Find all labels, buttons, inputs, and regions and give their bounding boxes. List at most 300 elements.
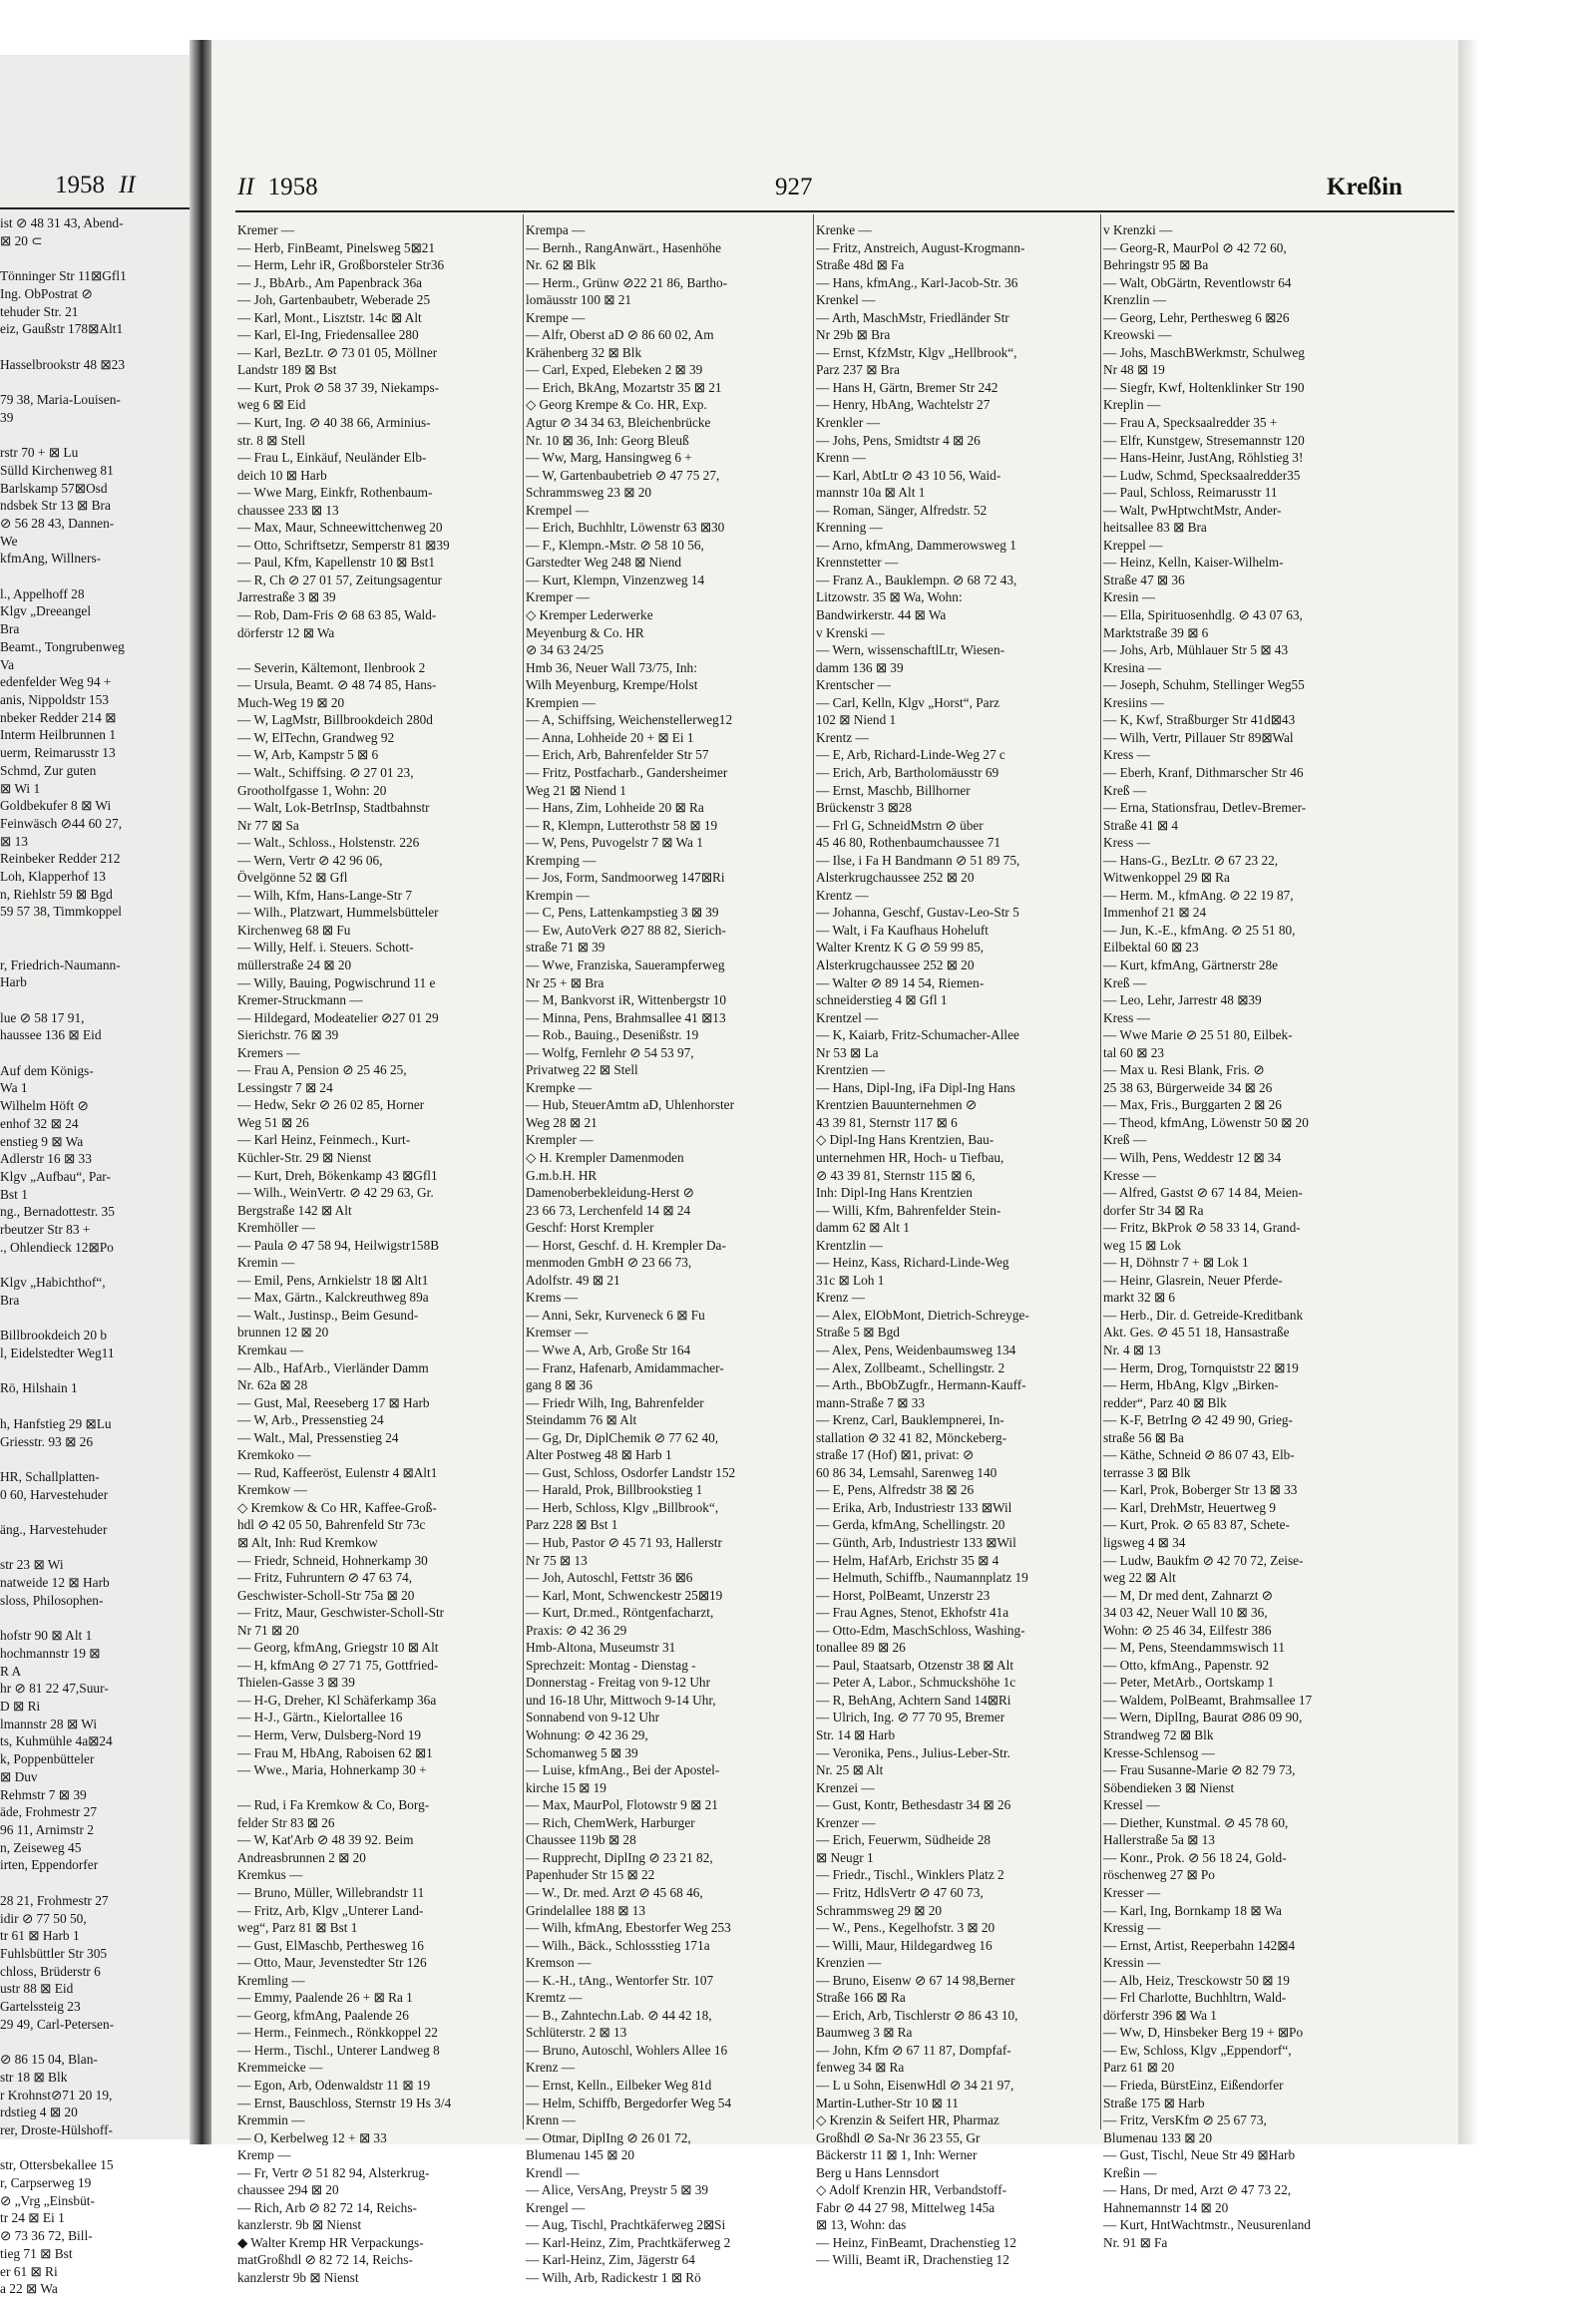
directory-entry-line: — W, Arb, Kampstr 5 ⊠ 6 (237, 747, 379, 763)
directory-entry-line: Nr. 62 ⊠ Blk (526, 257, 597, 273)
surname-heading: Kreßin — (1103, 2164, 1157, 2180)
directory-entry-line: — Wwe., Maria, Hohnerkamp 30 + (237, 1762, 427, 1778)
directory-entry-line: Lessingstr 7 ⊠ 24 (237, 1079, 333, 1095)
directory-entry-line: 60 86 34, Lemsahl, Sarenweg 140 (816, 1464, 998, 1480)
directory-entry-line: — Theod, kfmAng, Löwenstr 50 ⊠ 20 (1103, 1114, 1309, 1130)
directory-entry-line: — Georg, kfmAng, Paalende 26 (237, 2007, 409, 2023)
left-page-line: kfmAng, Willners- (0, 551, 102, 567)
directory-entry-line: Akt. Ges. ⊘ 45 51 18, Hansastraße (1103, 1325, 1290, 1340)
left-page-line: enstieg 9 ⊠ Wa (0, 1133, 84, 1149)
directory-entry-line: müllerstraße 24 ⊠ 20 (237, 957, 352, 972)
surname-heading: Krentz — (816, 887, 869, 903)
directory-entry-line: — Konr., Prok. ⊘ 56 18 24, Gold- (1103, 1849, 1287, 1865)
directory-entry-line: — Max, MaurPol, Flotowstr 9 ⊠ 21 (526, 1797, 718, 1813)
left-page-line (0, 1503, 186, 1521)
directory-entry-line: — Arth, MaschMstr, Friedländer Str (816, 309, 1009, 325)
surname-heading: Kremser — (526, 1325, 589, 1340)
directory-entry-line: — Wilh., WeinVertr. ⊘ 42 29 63, Gr. (237, 1185, 434, 1201)
directory-entry-line: und 16-18 Uhr, Mittwoch 9-14 Uhr, (526, 1692, 716, 1708)
running-head: Kreßin (1327, 174, 1402, 200)
directory-entry-line: dorfer Str 34 ⊠ Ra (1103, 1202, 1204, 1218)
surname-heading: Kreß — (1103, 1132, 1147, 1148)
directory-entry-line: Weg 21 ⊠ Niend 1 (526, 782, 626, 798)
left-page-column (0, 214, 186, 2298)
directory-column-2 (526, 221, 813, 2285)
directory-entry-line: — Willi, Maur, Hildegardweg 16 (816, 1937, 993, 1953)
directory-entry-line: — Rupprecht, DiplIng ⊘ 23 21 82, (526, 1849, 713, 1865)
directory-entry-line: — Hans H, Gärtn, Bremer Str 242 (816, 379, 998, 395)
directory-entry-line: Donnerstag - Freitag von 9-12 Uhr (526, 1675, 711, 1691)
left-page-line: Tönninger Str 11⊠Gfl1 (0, 268, 127, 284)
directory-entry-line: — K-F, BetrIng ⊘ 42 49 90, Grieg- (1103, 1412, 1293, 1428)
directory-entry-line: Krähenberg 32 ⊠ Blk (526, 344, 642, 360)
directory-entry-line: — Wilh, Pens, Weddestr 12 ⊠ 34 (1103, 1149, 1282, 1165)
surname-heading: Krenz — (816, 1290, 866, 1306)
directory-entry-line: — Paul, Staatsarb, Otzenstr 38 ⊠ Alt (816, 1657, 1014, 1673)
directory-entry-line: — Herm, Drog, Tornquiststr 22 ⊠19 (1103, 1359, 1299, 1375)
surname-heading: Krenn — (816, 450, 866, 466)
directory-entry-line: Damenoberbekleidung-Herst ⊘ (526, 1185, 694, 1201)
directory-entry-line: — Wilh., Platzwart, Hummelsbütteler (237, 905, 439, 921)
directory-entry-line: Agtur ⊘ 34 34 63, Bleichenbrücke (526, 415, 711, 431)
directory-entry-line: — Georg, Lehr, Perthesweg 6 ⊠26 (1103, 309, 1290, 325)
directory-entry-line: Nr. 62a ⊠ 28 (237, 1377, 308, 1393)
surname-heading: Krempel — (526, 502, 590, 518)
book-gutter (190, 40, 211, 2144)
directory-entry-line: — Ernst, Bauschloss, Sternstr 19 Hs 3/4 (237, 2095, 452, 2110)
directory-entry-line: — B., Zahntechn.Lab. ⊘ 44 42 18, (526, 2007, 712, 2023)
left-page-line: D ⊠ Ri (0, 1699, 41, 1715)
directory-entry-line: — Walt., Schiffsing. ⊘ 27 01 23, (237, 764, 414, 780)
directory-entry-line: — Max u. Resi Blank, Fris. ⊘ (1103, 1062, 1265, 1078)
left-page-line (0, 939, 186, 957)
directory-entry-line: Hahnemannstr 14 ⊠ 20 (1103, 2199, 1229, 2215)
left-page-line: Bra (0, 1292, 20, 1308)
left-page-line: enhof 32 ⊠ 24 (0, 1115, 79, 1131)
left-page-line: r Krohnst⊘71 20 19, (0, 2087, 113, 2103)
directory-entry-line: — Helm, Schiffb, Bergedorfer Weg 54 (526, 2095, 732, 2110)
directory-entry-line: — Frau M, HbAng, Raboisen 62 ⊠1 (237, 1744, 433, 1760)
directory-entry-line: — Luise, kfmAng., Bei der Apostel- (526, 1762, 720, 1778)
directory-entry-line: Geschf: Horst Krempler (526, 1220, 654, 1236)
directory-entry-line: — Kurt, Dreh, Bökenkamp 43 ⊠Gfl1 (237, 1167, 438, 1183)
directory-entry-line: Baumweg 3 ⊠ Ra (816, 2025, 913, 2041)
directory-entry-line: — Ursula, Beamt. ⊘ 48 74 85, Hans- (237, 677, 437, 693)
left-page-line: idir ⊘ 77 50 50, (0, 1910, 87, 1926)
left-page-year: 1958 (55, 172, 105, 198)
directory-entry-line: Nr. 25 ⊠ Alt (816, 1762, 884, 1778)
directory-entry-line: Inh: Dipl-Ing Hans Krentzien (816, 1185, 973, 1201)
directory-entry-line: — Minna, Pens, Brahmsallee 41 ⊠13 (526, 1009, 726, 1025)
surname-heading: Kresin — (1103, 589, 1156, 605)
directory-entry-line: Landstr 189 ⊠ Bst (237, 362, 337, 378)
left-page-line: 0 60, Harvestehuder (0, 1486, 109, 1502)
directory-entry-line: — Karl-Heinz, Zim, Jägerstr 64 (526, 2252, 695, 2268)
left-page-line: äng., Harvestehuder (0, 1522, 108, 1538)
right-page-year: 1958 (267, 174, 318, 200)
directory-entry-line: — Karl, Prok, Boberger Str 13 ⊠ 33 (1103, 1482, 1298, 1498)
left-page-line: l, Eidelstedter Weg11 (0, 1345, 115, 1360)
directory-entry-line: — Fritz, Arb, Klgv „Unterer Land- (237, 1902, 424, 1918)
directory-entry-line: — J., BbArb., Am Papenbrack 36a (237, 274, 423, 290)
directory-entry-line: — Alex, Pens, Weidenbaumsweg 134 (816, 1342, 1016, 1357)
left-page-line: R A (0, 1663, 22, 1679)
directory-entry-line: Parz 228 ⊠ Bst 1 (526, 1517, 618, 1533)
directory-entry-line: str. 8 ⊠ Stell (237, 432, 306, 448)
directory-entry-line: chaussee 294 ⊠ 20 (237, 2182, 339, 2198)
directory-entry-line: Geschwister-Scholl-Str 75a ⊠ 20 (237, 1587, 415, 1603)
left-page-line: hofstr 90 ⊠ Alt 1 (0, 1628, 93, 1644)
left-page-line: äde, Frohmestr 27 (0, 1804, 98, 1820)
left-page-line (0, 1310, 186, 1328)
left-page-line (0, 1256, 186, 1274)
directory-entry-line: — Walter ⊘ 89 14 54, Riemen- (816, 974, 985, 990)
left-page-line: Barlskamp 57⊠Osd (0, 480, 108, 496)
surname-heading: Kremer-Struckmann — (237, 992, 363, 1008)
directory-entry-line: Nr. 91 ⊠ Fa (1103, 2234, 1168, 2250)
left-page-line: edenfelder Weg 94 + (0, 674, 112, 690)
directory-entry-line: — Leo, Lehr, Jarrestr 48 ⊠39 (1103, 992, 1262, 1008)
surname-heading: Krenzlin — (1103, 292, 1167, 308)
directory-entry-line: — Willy, Bauing, Pogwischrund 11 e (237, 974, 436, 990)
left-page-line: ⊠ Duv (0, 1768, 38, 1784)
directory-entry-line: — Hans-G., BezLtr. ⊘ 67 23 22, (1103, 852, 1279, 868)
directory-entry-line: — Ella, Spirituosenhdlg. ⊘ 43 07 63, (1103, 607, 1303, 623)
surname-heading: v Krenski — (816, 624, 885, 640)
directory-entry-line: — Frieda, BürstEinz, Eißendorfer (1103, 2077, 1284, 2093)
directory-entry-line: 34 03 42, Neuer Wall 10 ⊠ 36, (1103, 1605, 1268, 1621)
surname-heading: Kresiins — (1103, 694, 1164, 710)
left-page-line (0, 921, 186, 939)
directory-entry-line: — Wern, Vertr ⊘ 42 96 06, (237, 852, 383, 868)
directory-entry-line: Sierichstr. 76 ⊠ 39 (237, 1027, 339, 1043)
directory-entry-line: — Gerda, kfmAng, Schellingstr. 20 (816, 1517, 1005, 1533)
left-page-line: 29 49, Carl-Petersen- (0, 2016, 115, 2032)
surname-heading: Kresina — (1103, 659, 1161, 675)
directory-entry-line: — Severin, Kältemont, Ilenbrook 2 (237, 659, 426, 675)
left-page-line: hr ⊘ 81 22 47,Suur- (0, 1681, 109, 1697)
directory-entry-line: Behringstr 95 ⊠ Ba (1103, 257, 1209, 273)
directory-entry-line: — Wwe Marie ⊘ 25 51 80, Eilbek- (1103, 1027, 1293, 1043)
directory-entry-line: — Alfr, Oberst aD ⊘ 86 60 02, Am (526, 327, 714, 343)
left-page-line: Klgv „Aufbau“, Par- (0, 1168, 111, 1184)
left-page-line: eiz, Gaußstr 178⊠Alt1 (0, 321, 124, 337)
surname-heading: Krennstetter — (816, 555, 899, 571)
directory-entry-line: — Wilh, Arb, Radickestr 1 ⊠ Rö (526, 2269, 701, 2285)
left-page-line: Wilhelm Höft ⊘ (0, 1098, 89, 1114)
directory-entry-line: — Georg, kfmAng, Griegstr 10 ⊠ Alt (237, 1640, 439, 1656)
directory-column-4 (1103, 221, 1395, 2250)
directory-entry-line: 31c ⊠ Loh 1 (816, 1272, 885, 1288)
directory-entry-line: Litzowstr. 35 ⊠ Wa, Wohn: (816, 589, 963, 605)
directory-entry-line: — Fritz, Postfacharb., Gandersheimer (526, 764, 728, 780)
directory-entry-line: Hmb-Altona, Museumstr 31 (526, 1640, 676, 1656)
directory-entry-line: — Anni, Sekr, Kurveneck 6 ⊠ Fu (526, 1307, 705, 1323)
directory-entry-line: ⊘ 34 63 24/25 (526, 642, 603, 658)
directory-entry-line: tonallee 89 ⊠ 26 (816, 1640, 906, 1656)
left-page-line: irten, Eppendorfer (0, 1857, 99, 1873)
directory-entry-line: weg“, Parz 81 ⊠ Bst 1 (237, 1920, 358, 1936)
left-page-line: rbeutzer Str 83 + (0, 1222, 91, 1238)
left-page-line: 28 21, Frohmestr 27 (0, 1892, 109, 1908)
surname-heading: Krenkel — (816, 292, 876, 308)
left-page-line (0, 1044, 186, 1062)
directory-entry-line: mann-Straße 7 ⊠ 33 (816, 1394, 925, 1410)
left-page-line: r, Friedrich-Naumann- (0, 957, 121, 972)
left-page-line: h, Hanfstieg 29 ⊠Lu (0, 1415, 112, 1431)
left-page-line: ⊠ 13 (0, 833, 28, 849)
directory-entry-line: Blumenau 145 ⊠ 20 (526, 2147, 635, 2163)
directory-entry-line: — Ew, Schloss, Klgv „Eppendorf“, (1103, 2042, 1292, 2058)
directory-column-3 (816, 221, 1100, 2268)
directory-entry-line: — Walt., Schloss., Holstenstr. 226 (237, 835, 420, 851)
directory-entry-line: — Herm, Lehr iR, Großborsteler Str36 (237, 257, 445, 273)
surname-heading: Krems — (526, 1290, 579, 1306)
directory-entry-line: — Ludw, Baukfm ⊘ 42 70 72, Zeise- (1103, 1552, 1304, 1568)
directory-entry-line: — Fritz, VersKfm ⊘ 25 67 73, (1103, 2112, 1267, 2128)
directory-entry-line: Nr 75 ⊠ 13 (526, 1552, 588, 1568)
directory-entry-line: — Wwe, Franziska, Sauerampferweg (526, 957, 725, 972)
directory-entry-line: — W., Dr. med. Arzt ⊘ 45 68 46, (526, 1884, 703, 1900)
directory-entry-line: Bandwirkerstr. 44 ⊠ Wa (816, 607, 947, 623)
left-page-line: l., Appelhoff 28 (0, 585, 85, 601)
directory-entry-line: — H-G, Dreher, Kl Schäferkamp 36a (237, 1692, 437, 1708)
surname-heading: Kremson — (526, 1955, 592, 1971)
directory-entry-line: Immenhof 21 ⊠ 24 (1103, 905, 1207, 921)
surname-heading: Krempe — (526, 309, 586, 325)
right-page-header-left (237, 174, 318, 201)
directory-entry-line: — Alex, Zollbeamt., Schellingstr. 2 (816, 1359, 1005, 1375)
directory-entry-line: weg 15 ⊠ Lok (1103, 1237, 1181, 1253)
page-edge (1458, 40, 1478, 2144)
directory-entry-line: — Johs, Arb, Mühlauer Str 5 ⊠ 43 (1103, 642, 1289, 658)
left-page-line: ⊘ 73 36 72, Bill- (0, 2228, 93, 2244)
directory-entry-line: — Karl Heinz, Feinmech., Kurt- (237, 1132, 411, 1148)
surname-heading: Krentzlin — (816, 1237, 883, 1253)
left-page-line: ⊠ 20 ⊂ (0, 232, 43, 248)
directory-entry-line: Adolfstr. 49 ⊠ 21 (526, 1272, 620, 1288)
directory-entry-line: — Johs, MaschBWerkmstr, Schulweg (1103, 344, 1305, 360)
left-page-line: ., Ohlendieck 12⊠Po (0, 1239, 114, 1255)
directory-entry-line: — Karl, BezLtr. ⊘ 73 01 05, Möllner (237, 344, 438, 360)
directory-entry-line: — Willi, Beamt iR, Drachenstieg 12 (816, 2252, 1009, 2268)
surname-heading: Kremkoko — (237, 1447, 311, 1463)
directory-entry-line: — Herm., Grünw ⊘22 21 86, Bartho- (526, 274, 728, 290)
directory-entry-line: — Johs, Pens, Smidtstr 4 ⊠ 26 (816, 432, 981, 448)
surname-heading: Kremmin — (237, 2112, 305, 2128)
directory-entry-line: — Walt., Justinsp., Beim Gesund- (237, 1307, 419, 1323)
left-page-line: ng., Bernadottestr. 35 (0, 1204, 115, 1220)
left-page-line: Rö, Hilshain 1 (0, 1380, 78, 1396)
left-page-line: hochmannstr 19 ⊠ (0, 1645, 101, 1661)
directory-entry-line: — Heinz, FinBeamt, Drachenstieg 12 (816, 2234, 1016, 2250)
directory-entry-line: Kirchenweg 68 ⊠ Fu (237, 922, 351, 938)
left-page-line: tehuder Str. 21 (0, 303, 79, 319)
directory-entry-line: — Ernst, Maschb, Billhorner (816, 782, 971, 798)
directory-entry-line: — Georg-R, MaurPol ⊘ 42 72 60, (1103, 239, 1287, 255)
surname-heading: Kremkus — (237, 1867, 303, 1883)
directory-entry-line (237, 641, 521, 659)
directory-entry-line: — Willi, Kfm, Bahrenfelder Stein- (816, 1202, 1001, 1218)
directory-entry-line: Alter Postweg 48 ⊠ Harb 1 (526, 1447, 672, 1463)
directory-entry-line: — Karl, AbtLtr ⊘ 43 10 56, Waid- (816, 467, 1001, 483)
directory-entry-line: — Erich, Buchhltr, Löwenstr 63 ⊠30 (526, 520, 725, 536)
directory-entry-line: Nr 29b ⊠ Bra (816, 327, 891, 343)
directory-entry-line: — Wilh, Kfm, Hans-Lange-Str 7 (237, 887, 413, 903)
directory-entry-line: Jarrestraße 3 ⊠ 39 (237, 589, 336, 605)
directory-entry-line: — Hub, Pastor ⊘ 45 71 93, Hallerstr (526, 1535, 722, 1551)
directory-entry-line: — Paul, Kfm, Kapellenstr 10 ⊠ Bst1 (237, 555, 436, 571)
right-header-rule (235, 210, 1454, 212)
left-page-line: Fuhlsbüttler Str 305 (0, 1945, 108, 1961)
directory-entry-line: — Rob., Bauing., Desenißstr. 19 (526, 1027, 699, 1043)
left-page-line: Billbrookdeich 20 b (0, 1328, 108, 1343)
left-page-line: ⊠ Wi 1 (0, 780, 41, 796)
directory-entry-line: — Horst, PolBeamt, Unzerstr 23 (816, 1587, 991, 1603)
directory-entry-line: — Diether, Kunstmal. ⊘ 45 78 60, (1103, 1814, 1289, 1830)
directory-entry-line: Garstedter Weg 248 ⊠ Niend (526, 555, 682, 571)
surname-heading: Kressig — (1103, 1920, 1161, 1936)
surname-heading: Krendl — (526, 2164, 580, 2180)
surname-heading: Krenning — (816, 520, 883, 536)
left-page-line: Beamt., Tongrubenweg (0, 638, 125, 654)
directory-entry-line: — Alice, VersAng, Preystr 5 ⊠ 39 (526, 2182, 709, 2198)
directory-entry-line: — Arth., BbObZugfr., Hermann-Kauff- (816, 1377, 1026, 1393)
left-page-line: Griesstr. 93 ⊠ 26 (0, 1433, 94, 1449)
surname-heading: Kressin — (1103, 1955, 1161, 1971)
directory-entry-line: — Hildegard, Modeatelier ⊘27 01 29 (237, 1009, 439, 1025)
surname-heading: Kremmeicke — (237, 2060, 323, 2076)
directory-entry-line: — Ludw, Schmd, Specksaalredder35 (1103, 467, 1301, 483)
directory-entry-line: Nr. 10 ⊠ 36, Inh: Georg Bleuß (526, 432, 689, 448)
directory-entry-line: Eilbektal 60 ⊠ 23 (1103, 940, 1199, 956)
directory-entry-line: Much-Weg 19 ⊠ 20 (237, 694, 345, 710)
surname-heading: Kresse-Schlensog — (1103, 1744, 1215, 1760)
directory-entry-line: — Walt, i Fa Kaufhaus Hoheluft (816, 922, 989, 938)
directory-entry-line: — Karl, Mont, Schwenckestr 25⊠19 (526, 1587, 723, 1603)
directory-entry-line: — Kurt, Ing. ⊘ 40 38 66, Arminius- (237, 415, 431, 431)
directory-entry-line: — R, BehAng, Achtern Sand 14⊠Ri (816, 1692, 1011, 1708)
directory-entry-line: — Helmuth, Schiffb., Naumannplatz 19 (816, 1570, 1028, 1586)
directory-entry-line: Parz 237 ⊠ Bra (816, 362, 900, 378)
directory-entry-line: — Karl-Heinz, Zim, Prachtkäferweg 2 (526, 2234, 731, 2250)
directory-entry-line: weg 6 ⊠ Eid (237, 397, 306, 413)
surname-heading: Kreplin — (1103, 397, 1161, 413)
directory-entry-line: — Bruno, Eisenw ⊘ 67 14 98,Berner (816, 1972, 1015, 1988)
directory-entry-line: — Walt, ObGärtn, Reventlowstr 64 (1103, 274, 1292, 290)
directory-entry-line: — Karl, El-Ing, Friedensallee 280 (237, 327, 419, 343)
directory-entry-line: — R, Ch ⊘ 27 01 57, Zeitungsagentur (237, 572, 443, 587)
left-page-line: tr 61 ⊠ Harb 1 (0, 1928, 80, 1944)
directory-entry-line: — F., Klempn.-Mstr. ⊘ 58 10 56, (526, 537, 704, 553)
left-page-header (55, 172, 136, 199)
surname-heading: Krentz — (816, 729, 869, 745)
directory-entry-line: chaussee 233 ⊠ 13 (237, 502, 339, 518)
directory-entry-line: Grindelallee 188 ⊠ 13 (526, 1902, 646, 1918)
left-page-line: r, Carpserweg 19 (0, 2175, 92, 2191)
directory-entry-line: damm 62 ⊠ Alt 1 (816, 1220, 910, 1236)
directory-entry-line: — Wwe A, Arb, Große Str 164 (526, 1342, 691, 1357)
left-page-line: Bra (0, 621, 20, 637)
directory-entry-line: Hmb 36, Neuer Wall 73/75, Inh: (526, 659, 697, 675)
directory-entry-line: Küchler-Str. 29 ⊠ Nienst (237, 1149, 372, 1165)
directory-entry-line: — E, Arb, Richard-Linde-Weg 27 c (816, 747, 1005, 763)
directory-entry-line: Straße 175 ⊠ Harb (1103, 2095, 1205, 2110)
directory-entry-line: ◇ H. Krempler Damenmoden (526, 1149, 684, 1165)
directory-entry-line: Steindamm 76 ⊠ Alt (526, 1412, 637, 1428)
surname-heading: Kremkau — (237, 1342, 304, 1357)
directory-entry-line: — Erich, Arb, Tischlerstr ⊘ 86 43 10, (816, 2007, 1018, 2023)
directory-entry-line: — Horst, Geschf. d. H. Krempler Da- (526, 1237, 726, 1253)
directory-entry-line: tal 60 ⊠ 23 (1103, 1044, 1164, 1060)
directory-entry-line: Straße 5 ⊠ Bgd (816, 1325, 900, 1340)
directory-entry-line: Övelgönne 52 ⊠ Gfl (237, 870, 348, 886)
directory-entry-line: — Herb., Dir. d. Getreide-Kreditbank (1103, 1307, 1304, 1323)
left-page-line: nbeker Redder 214 ⊠ (0, 709, 117, 725)
directory-entry-line: ligsweg 4 ⊠ 34 (1103, 1535, 1186, 1551)
directory-entry-line: Praxis: ⊘ 42 36 29 (526, 1622, 627, 1638)
directory-entry-line: Alsterkrugchaussee 252 ⊠ 20 (816, 870, 975, 886)
left-page-line: rer, Droste-Hülshoff- (0, 2121, 114, 2137)
directory-entry-line: straße 17 (Hof) ⊠1, privat: ⊘ (816, 1447, 975, 1463)
left-page-line: 96 11, Arnimstr 2 (0, 1821, 94, 1837)
directory-entry-line: — Wilh., Bäck., Schlossstieg 171a (526, 1937, 710, 1953)
directory-entry-line: 25 38 63, Bürgerweide 34 ⊠ 26 (1103, 1079, 1273, 1095)
directory-entry-line: Meyenburg & Co. HR (526, 624, 644, 640)
directory-entry-line (237, 1779, 521, 1797)
directory-entry-line: Berg u Hans Lennsdort (816, 2164, 940, 2180)
directory-entry-line: — W, ElTechn, Grandweg 92 (237, 729, 395, 745)
directory-entry-line: — Kurt, Prok. ⊘ 65 83 87, Schete- (1103, 1517, 1290, 1533)
directory-entry-line: — Johanna, Geschf, Gustav-Leo-Str 5 (816, 905, 1019, 921)
directory-entry-line: — Erich, Arb, Bahrenfelder Str 57 (526, 747, 709, 763)
directory-entry-line: — Wilh, kfmAng, Ebestorfer Weg 253 (526, 1920, 731, 1936)
directory-entry-line: — Hans, kfmAng., Karl-Jacob-Str. 36 (816, 274, 1018, 290)
directory-entry-line: markt 32 ⊠ 6 (1103, 1290, 1176, 1306)
surname-heading: Krentzel — (816, 1009, 879, 1025)
directory-entry-line: — Ulrich, Ing. ⊘ 77 70 95, Bremer (816, 1710, 1005, 1725)
directory-entry-line: Wohnung: ⊘ 42 36 29, (526, 1727, 648, 1743)
directory-entry-line: — Willy, Helf. i. Steuers. Schott- (237, 940, 414, 956)
left-page-line (0, 1539, 186, 1557)
left-page-line: sloss, Philosophen- (0, 1592, 104, 1608)
directory-entry-line: — Gg, Dr, DiplChemik ⊘ 77 62 40, (526, 1429, 719, 1445)
directory-entry-line: — Kurt, Klempn, Vinzenzweg 14 (526, 572, 705, 587)
column-divider (1100, 214, 1101, 2129)
directory-entry-line: — Carl, Kelln, Klgv „Horst“, Parz (816, 694, 999, 710)
left-page-line: lmannstr 28 ⊠ Wi (0, 1716, 98, 1731)
surname-heading: Krempa — (526, 222, 586, 237)
left-page-line: tieg 71 ⊠ Bst (0, 2245, 73, 2261)
directory-entry-line: — Herb, FinBeamt, Pinelsweg 5⊠21 (237, 239, 436, 255)
surname-heading: Kremer — (237, 222, 295, 237)
directory-entry-line: — Fritz, BkProk ⊘ 58 33 14, Grand- (1103, 1220, 1301, 1236)
directory-entry-line: — Gust, Mal, Reeseberg 17 ⊠ Harb (237, 1394, 430, 1410)
directory-entry-line: — Ww, Marg, Hansingweg 6 + (526, 450, 692, 466)
surname-heading: Kresse — (1103, 1167, 1156, 1183)
surname-heading: Kress — (1103, 747, 1150, 763)
surname-heading: Kreppel — (1103, 537, 1163, 553)
directory-entry-line: hdl ⊘ 42 05 50, Bahrenfeld Str 73c (237, 1517, 426, 1533)
directory-entry-line: Sonnabend von 9-12 Uhr (526, 1710, 660, 1725)
surname-heading: Krenkler — (816, 415, 880, 431)
directory-entry-line: — Max, Gärtn., Kalckreuthweg 89a (237, 1290, 429, 1306)
directory-entry-line: ⊠ Alt, Inh: Rud Kremkow (237, 1535, 378, 1551)
directory-entry-line: 102 ⊠ Niend 1 (816, 712, 897, 728)
directory-entry-line: — Fritz, Anstreich, August-Krogmann- (816, 239, 1025, 255)
left-page-line: anis, Nippoldstr 153 (0, 691, 109, 707)
directory-entry-line: — Otmar, DiplIng ⊘ 26 01 72, (526, 2129, 691, 2145)
